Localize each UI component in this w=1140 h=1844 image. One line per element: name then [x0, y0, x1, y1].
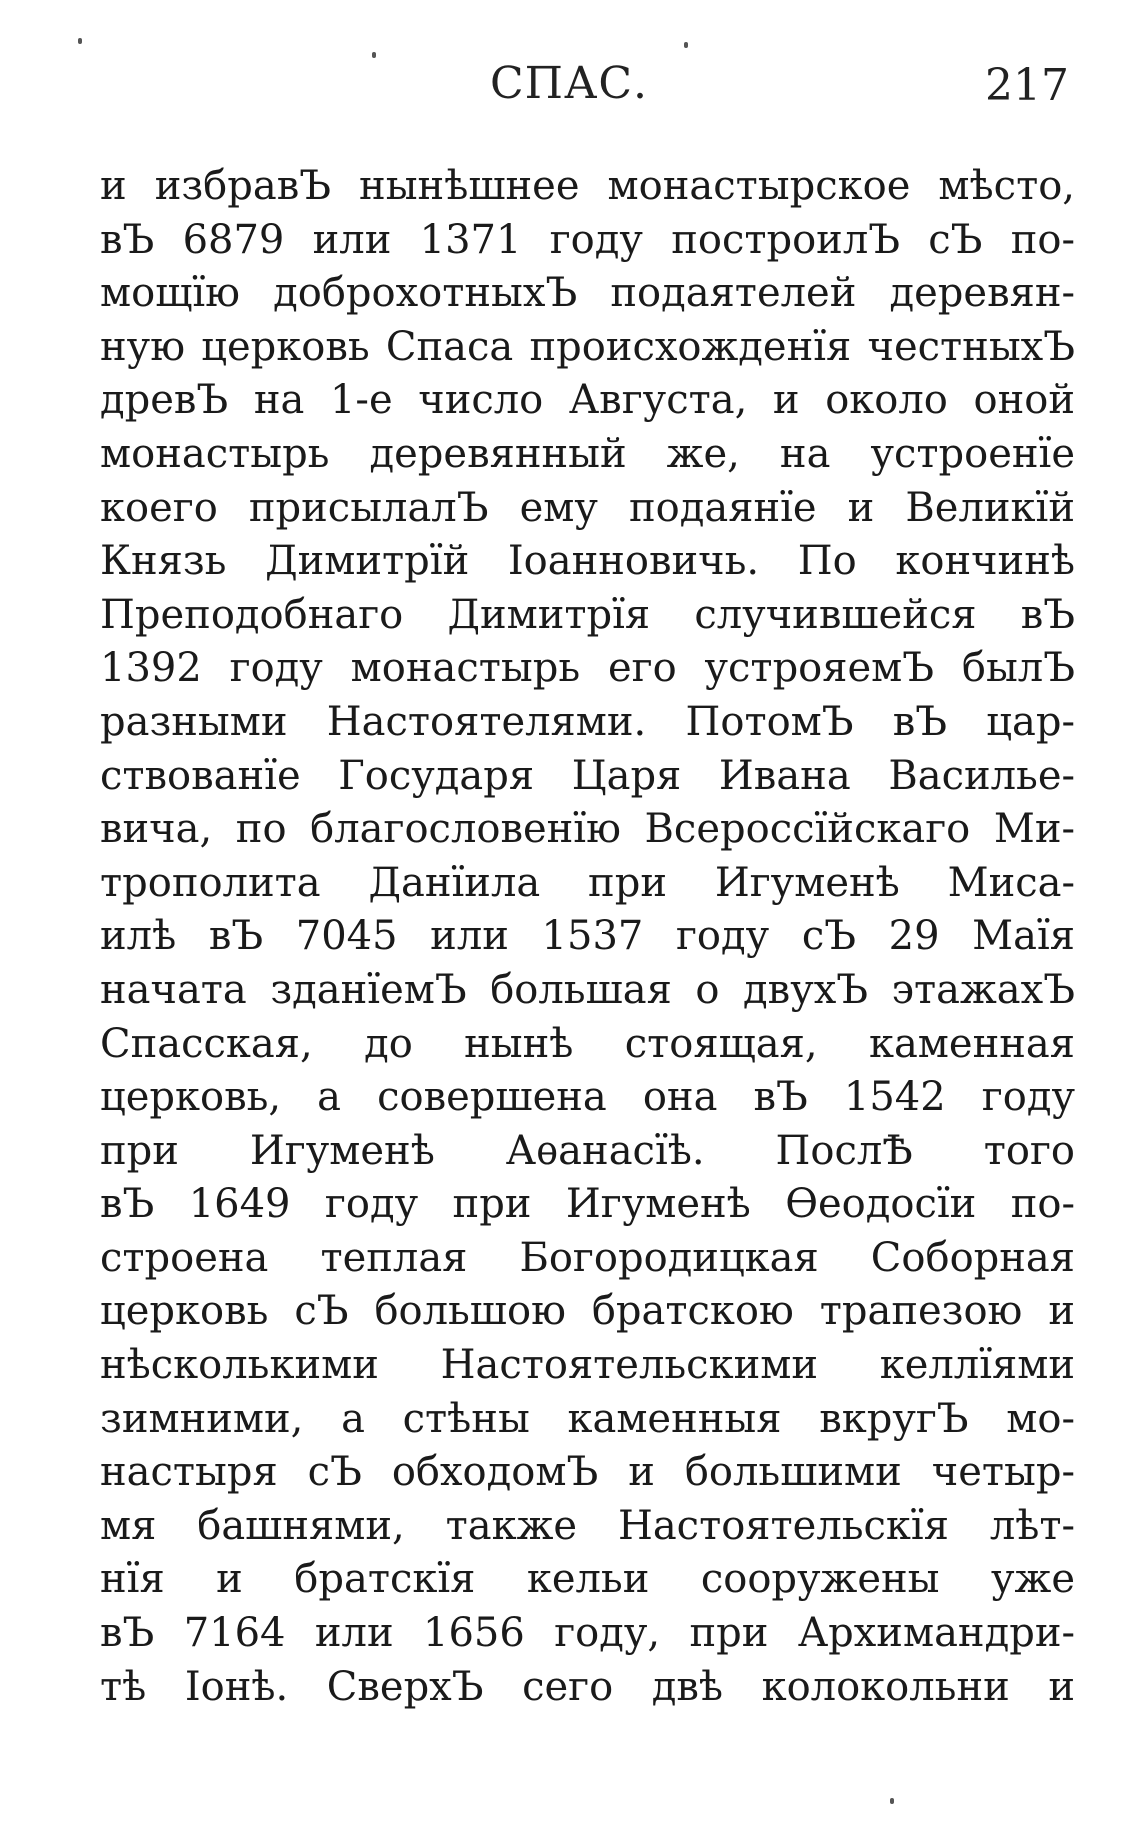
print-speck: [78, 38, 82, 44]
text-line: коего присылалЪ ему подаянїе и Великїй: [100, 484, 1075, 531]
text-line: настыря сЪ обходомЪ и большими четыр-: [100, 1449, 1075, 1496]
text-line: нѣсколькими Настоятельскими келлїями: [100, 1342, 1075, 1389]
text-line: 1392 году монастырь его устрояемЪ былЪ: [100, 645, 1075, 692]
text-line: илѣ вЪ 7045 или 1537 году сЪ 29 Маїя: [100, 913, 1075, 960]
page-header: [0, 48, 1140, 128]
text-line: разными Настоятелями. ПотомЪ вЪ цар-: [100, 698, 1075, 745]
text-line: церковь сЪ большою братскою трапезою и: [100, 1288, 1075, 1335]
text-line: вЪ 6879 или 1371 году построилЪ сЪ по-: [100, 216, 1075, 263]
text-line: ную церковь Спаса происхожденїя честныхЪ: [100, 323, 1075, 370]
text-line: Преподобнаго Димитрїя случившейся вЪ: [100, 591, 1075, 638]
text-line: строена теплая Богородицкая Соборная: [100, 1234, 1075, 1281]
text-line: при Игуменѣ Аѳанасїѣ. ПослѢ того: [100, 1127, 1075, 1174]
text-line: нїя и братскїя кельи сооружены уже: [100, 1556, 1075, 1603]
print-speck: [684, 42, 688, 48]
text-line: ствованїе Государя Царя Ивана Васильe-: [100, 752, 1075, 799]
page-number: 217: [985, 60, 1069, 111]
running-title: СПАС.: [490, 58, 649, 109]
text-line: начата зданїемЪ большая о двухЪ этажахЪ: [100, 966, 1075, 1013]
text-line: вича, по благословенїю Всероссїйскаго Ми-: [100, 806, 1075, 853]
text-line: вЪ 7164 или 1656 году, при Архимандри-: [100, 1610, 1075, 1657]
text-line: вЪ 1649 году при Игуменѣ Ѳеодосїи по-: [100, 1181, 1075, 1228]
text-line: древЪ на 1-е число Августа, и около оной: [100, 377, 1075, 424]
text-line: церковь, а совершена она вЪ 1542 году: [100, 1074, 1075, 1121]
text-line: мя башнями, также Настоятельскїя лѣт-: [100, 1502, 1075, 1549]
text-line: зимними, а стѣны каменныя вкругЪ мо-: [100, 1395, 1075, 1442]
text-line: и избравЪ нынѣшнее монастырское мѣсто,: [100, 163, 1075, 209]
print-speck: [372, 52, 376, 58]
body-text: [100, 160, 1075, 1714]
print-speck: [890, 1798, 894, 1804]
text-line: трополита Данїила при Игуменѣ Миса-: [100, 859, 1075, 906]
text-line: тѣ Іонѣ. СверхЪ сего двѣ колокольни и: [100, 1663, 1075, 1710]
text-line: мощїю доброхотныхЪ подаятелей деревян-: [100, 270, 1075, 317]
text-line: Спасская, до нынѣ стоящая, каменная: [100, 1020, 1075, 1067]
text-line: монастырь деревянный же, на устроенїе: [100, 430, 1075, 477]
text-line: Князь Димитрїй Іоанновичь. По кончинѣ: [100, 538, 1075, 585]
